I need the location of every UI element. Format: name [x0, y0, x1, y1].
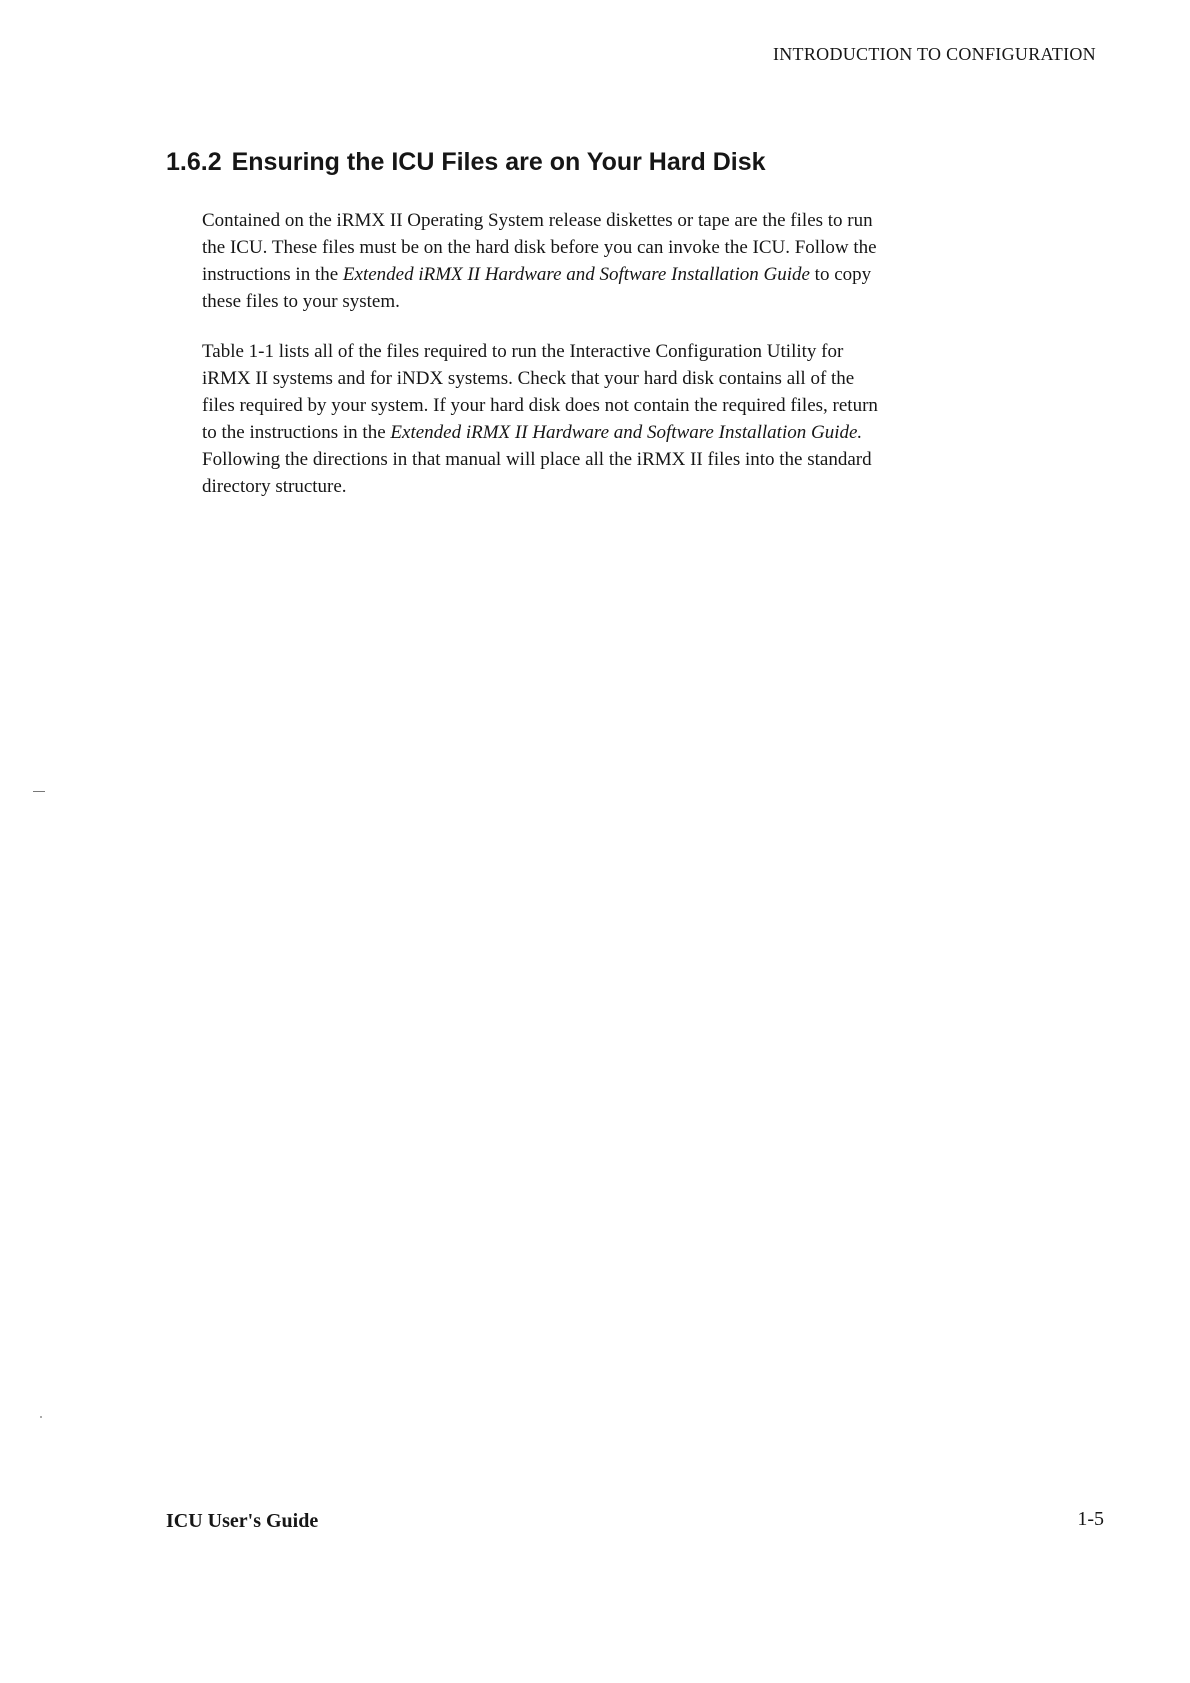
- paragraph-line: iRMX II systems and for iNDX systems. Check that your hard disk contains all of the: [202, 368, 855, 389]
- paragraph-line: [202, 419, 1072, 446]
- paragraph-line: Following the directions in that manual will place all the iRMX II files into the standard: [202, 449, 872, 470]
- line-text: to copy: [809, 264, 872, 285]
- page-number: 1-5: [1077, 1508, 1104, 1530]
- footer-title: ICU User's Guide: [166, 1510, 319, 1532]
- scan-mark: [33, 791, 45, 792]
- paragraph-line: the ICU. These files must be on the hard disk before you can invoke the ICU. Follow the: [202, 237, 877, 258]
- paragraph-icu-files: [202, 207, 1072, 315]
- line-text: to the instructions in the: [202, 422, 391, 443]
- scan-dot: [40, 1416, 42, 1418]
- installation-guide-reference: Extended iRMX II Hardware and Software Installation Guide: [342, 264, 810, 285]
- line-text: instructions in the: [202, 264, 343, 285]
- paragraph-line: Table 1-1 lists all of the files required to run the Interactive Configuration Utility for: [202, 341, 844, 362]
- section-heading: [166, 148, 766, 177]
- section-number: 1.6.2: [166, 148, 222, 176]
- paragraph-table-reference: [202, 338, 1072, 500]
- paragraph-line: directory structure.: [202, 476, 347, 497]
- paragraph-line: [202, 261, 1072, 288]
- paragraph-line: these files to your system.: [202, 291, 400, 312]
- paragraph-line: Contained on the iRMX II Operating System release diskettes or tape are the files to run: [202, 210, 873, 231]
- section-title: Ensuring the ICU Files are on Your Hard Disk: [231, 148, 766, 176]
- paragraph-line: files required by your system. If your hard disk does not contain the required files, return: [202, 395, 878, 416]
- installation-guide-reference: Extended iRMX II Hardware and Software Installation Guide.: [390, 422, 863, 443]
- running-header: INTRODUCTION TO CONFIGURATION: [772, 44, 1096, 64]
